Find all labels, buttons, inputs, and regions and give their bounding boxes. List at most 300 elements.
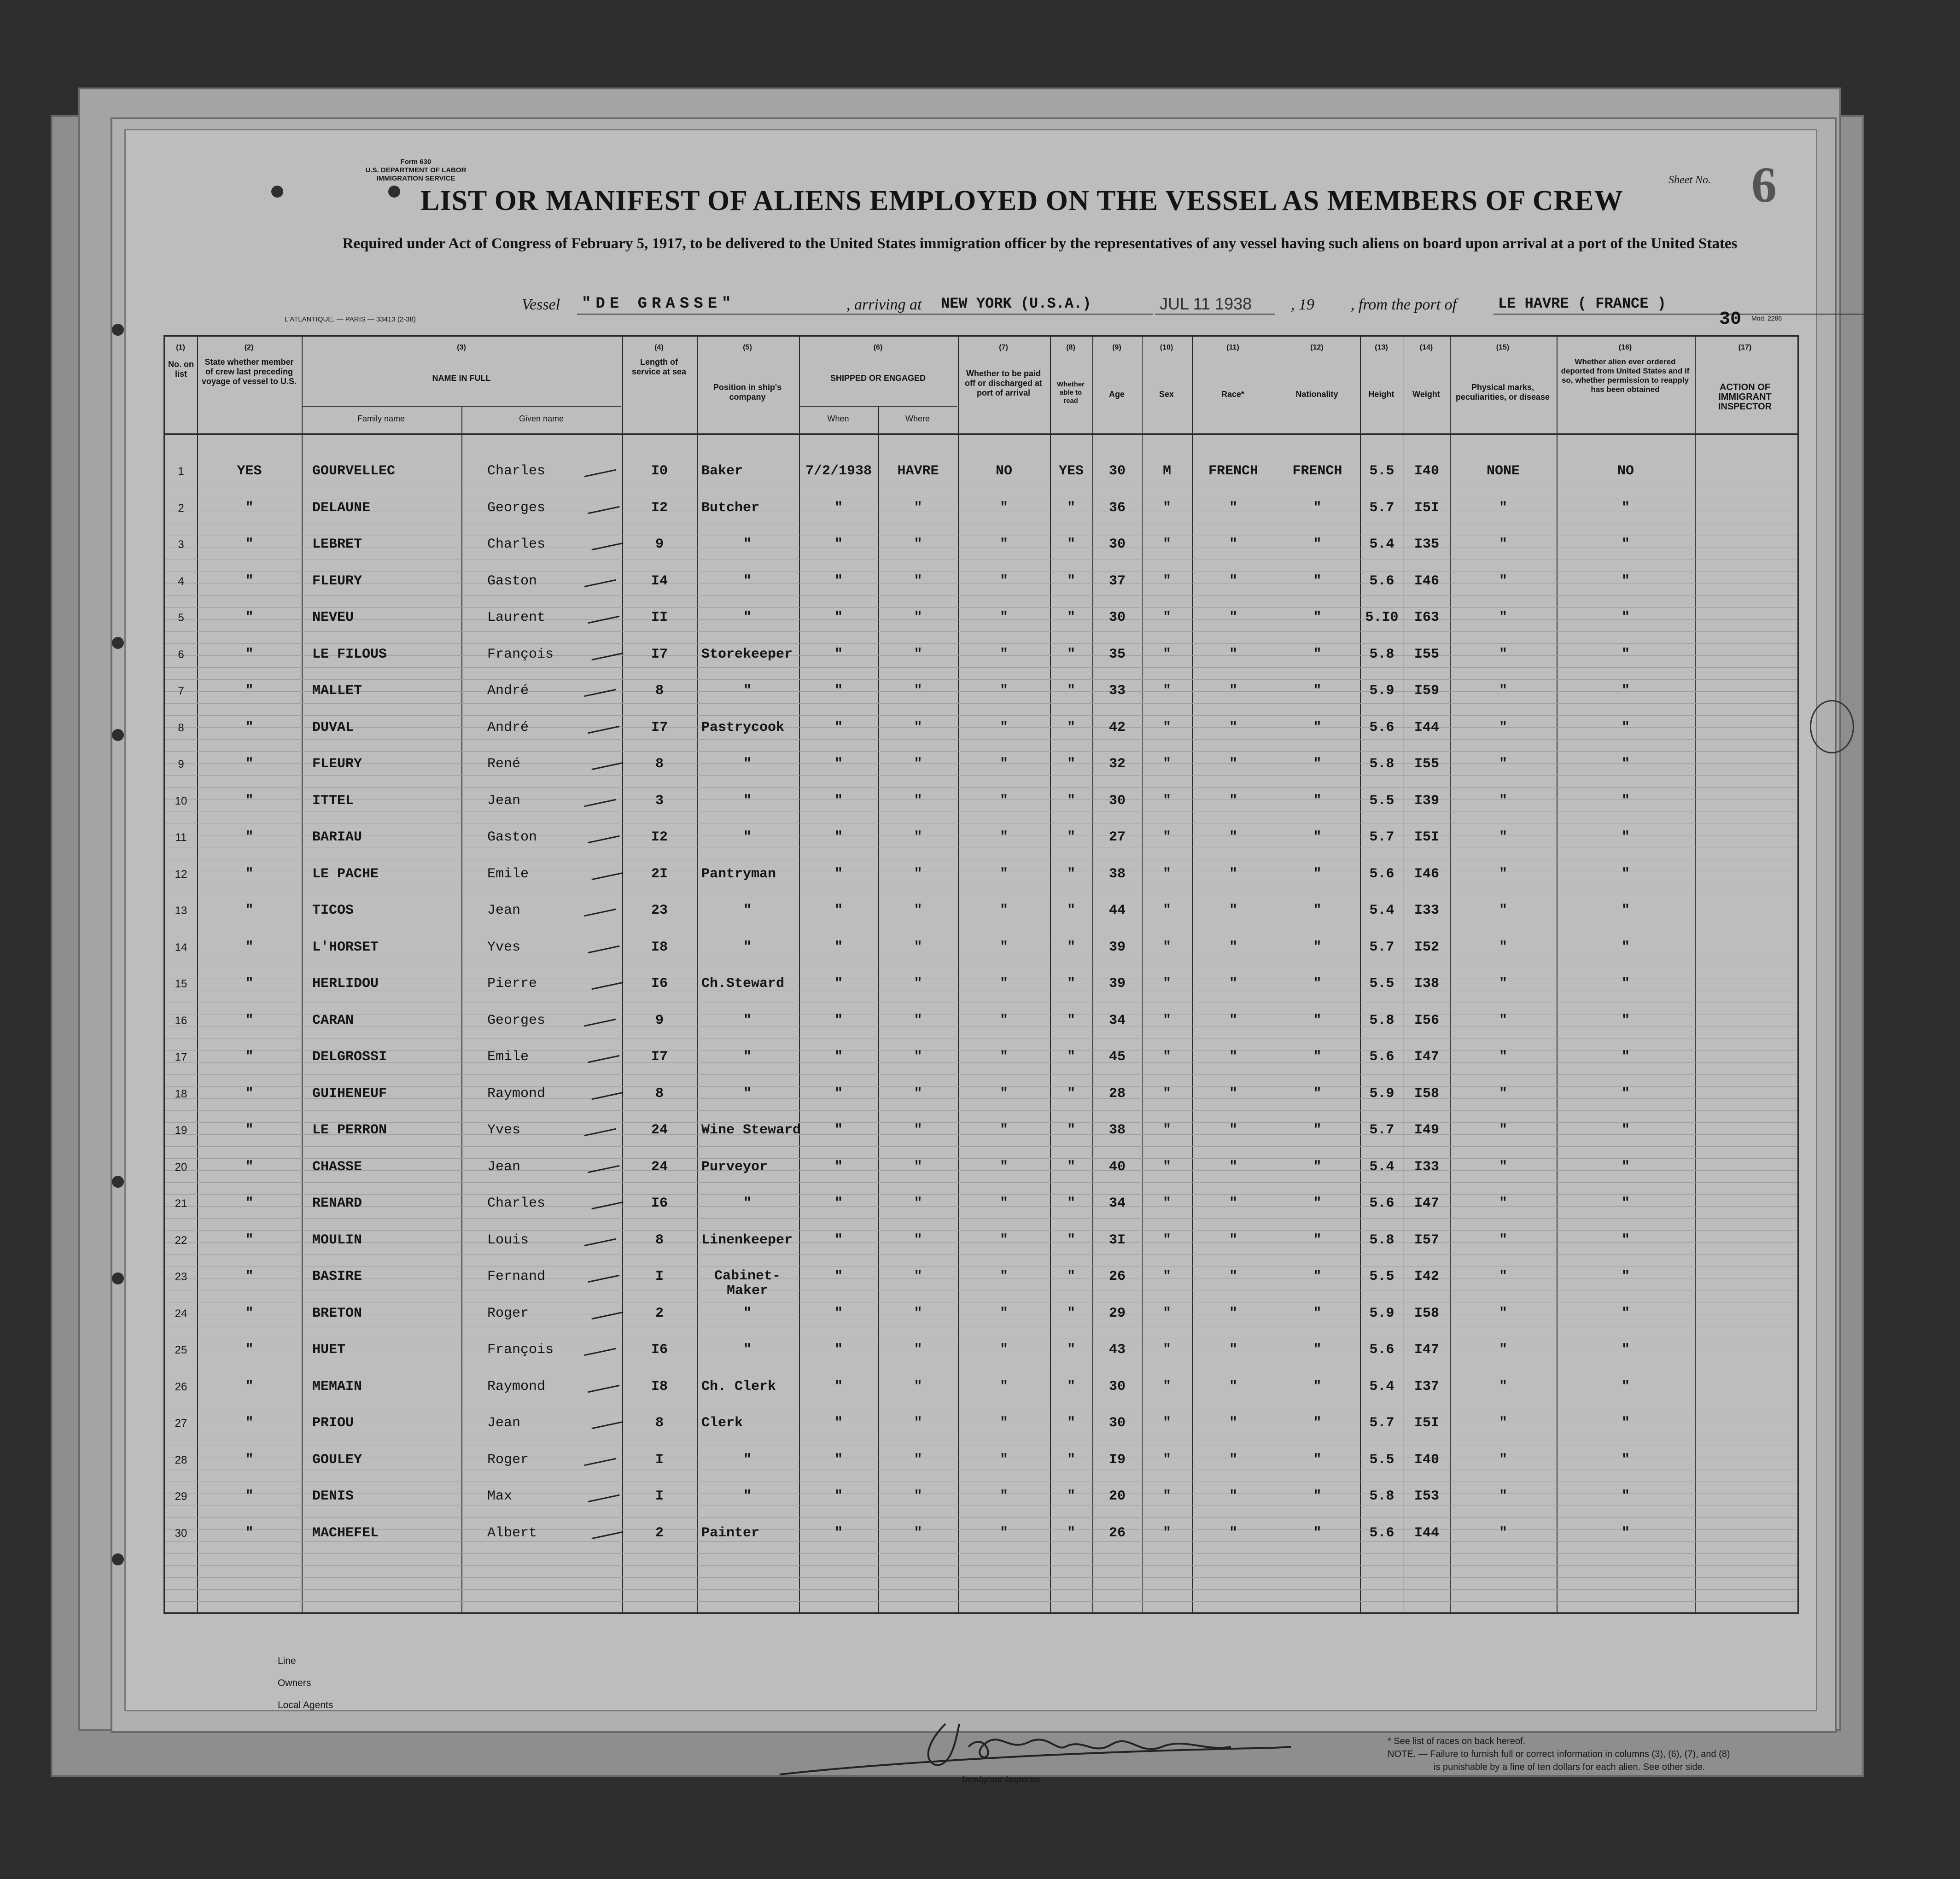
cell-prev: " xyxy=(245,719,254,735)
cell-nationality: " xyxy=(1313,1488,1322,1504)
check-mark xyxy=(584,1458,616,1465)
cell-nationality: " xyxy=(1313,903,1322,918)
cell-race: " xyxy=(1229,1342,1237,1358)
cell-read: " xyxy=(1067,793,1075,809)
cell-family: HUET xyxy=(312,1342,346,1358)
cell-height: 5.5 xyxy=(1369,1269,1394,1284)
cell-where: " xyxy=(914,1378,922,1395)
cell-weight: I44 xyxy=(1414,719,1439,735)
cell-nationality: " xyxy=(1313,1012,1322,1028)
document-subtitle: Required under Act of Congress of February 5, 1917, to be delivered to the United States immigration officer by the representatives of any vessel having such aliens on board upon arrival at a port of the United States xyxy=(342,235,1738,252)
cell-family: LE PACHE xyxy=(312,866,379,882)
cell-nationality: " xyxy=(1313,573,1322,589)
cell-no: 15 xyxy=(175,978,187,990)
cell-prev: " xyxy=(245,793,254,809)
cell-when: " xyxy=(834,1196,843,1211)
cell-position: Clerk xyxy=(701,1415,743,1431)
cell-read: " xyxy=(1067,1159,1075,1175)
cell-family: LEBRET xyxy=(312,537,362,552)
col-10-header: Sex xyxy=(1159,390,1174,399)
cell-height: 5.6 xyxy=(1369,1196,1394,1211)
cell-family: LE PERRON xyxy=(312,1122,387,1138)
check-mark xyxy=(591,1311,623,1319)
cell-deported: " xyxy=(1621,1342,1630,1358)
cell-weight: I39 xyxy=(1414,793,1439,809)
cell-nationality: " xyxy=(1313,1525,1322,1541)
cell-weight: I53 xyxy=(1414,1488,1439,1504)
cell-prev: " xyxy=(245,829,254,845)
cell-age: 36 xyxy=(1108,500,1126,516)
cell-marks: " xyxy=(1499,1232,1507,1248)
cell-height: 5.4 xyxy=(1369,1378,1394,1395)
cell-service: 9 xyxy=(655,537,664,552)
cell-when: " xyxy=(834,1305,843,1321)
cell-family: CARAN xyxy=(312,1012,354,1028)
cell-no: 19 xyxy=(175,1124,187,1137)
cell-nationality: " xyxy=(1313,939,1322,955)
cell-nationality: " xyxy=(1313,500,1322,516)
ruled-line xyxy=(165,703,1797,704)
cell-when: " xyxy=(834,1012,843,1028)
cell-height: 5.6 xyxy=(1369,866,1394,882)
cell-sex: " xyxy=(1162,1378,1171,1395)
cell-no: 3 xyxy=(178,538,184,551)
cell-weight: I47 xyxy=(1414,1342,1439,1358)
cell-given: Albert xyxy=(487,1525,537,1541)
cell-when: " xyxy=(834,610,843,625)
cell-race: " xyxy=(1229,1452,1237,1468)
cell-service: I4 xyxy=(651,573,668,589)
cell-no: 27 xyxy=(175,1417,187,1430)
cell-nationality: " xyxy=(1313,1305,1322,1321)
cell-sex: " xyxy=(1162,1012,1171,1028)
cell-when: " xyxy=(834,866,843,882)
cell-height: 5.7 xyxy=(1369,500,1394,516)
cell-height: 5.8 xyxy=(1369,1488,1394,1504)
cell-no: 8 xyxy=(178,721,184,734)
cell-marks: " xyxy=(1499,683,1507,699)
cell-service: I2 xyxy=(651,500,668,516)
col-7-header: Whether to be paid off or discharged at port of arrival xyxy=(964,369,1043,397)
cell-marks: " xyxy=(1499,1452,1507,1468)
cell-family: LE FILOUS xyxy=(312,646,387,662)
cell-age: 30 xyxy=(1108,537,1126,552)
cell-no: 18 xyxy=(175,1087,187,1100)
cell-deported: " xyxy=(1621,1049,1630,1065)
cell-height: 5.4 xyxy=(1369,903,1394,918)
cell-nationality: " xyxy=(1313,1232,1322,1248)
cell-prev: " xyxy=(245,1049,254,1065)
cell-race: " xyxy=(1229,1122,1237,1138)
form-number: Form 630 xyxy=(400,158,432,166)
punch-hole xyxy=(112,1553,124,1565)
cell-position: " xyxy=(743,793,752,809)
cell-prev: " xyxy=(245,976,254,992)
column-rule xyxy=(461,406,462,1612)
cell-when: " xyxy=(834,500,843,516)
cell-paid: " xyxy=(999,646,1008,662)
local-agents-label: Local Agents xyxy=(278,1700,333,1710)
cell-weight: I5I xyxy=(1414,500,1439,516)
cell-paid: " xyxy=(999,1415,1008,1431)
cell-deported: " xyxy=(1621,1415,1630,1431)
cell-age: 33 xyxy=(1108,683,1126,699)
cell-race: " xyxy=(1229,1525,1237,1541)
cell-position: Pastrycook xyxy=(701,719,785,735)
cell-age: 43 xyxy=(1108,1342,1126,1358)
column-rule xyxy=(302,337,303,1612)
cell-deported: " xyxy=(1621,1269,1630,1284)
cell-race: " xyxy=(1229,1415,1237,1431)
cell-sex: " xyxy=(1162,1049,1171,1065)
cell-paid: " xyxy=(999,1196,1008,1211)
punch-hole xyxy=(112,324,124,336)
cell-nationality: FRENCH xyxy=(1292,463,1342,479)
cell-no: 20 xyxy=(175,1161,187,1173)
immigrant-inspector-label: Immigrant Inspector xyxy=(962,1774,1042,1785)
cell-marks: " xyxy=(1499,756,1507,772)
cell-paid: " xyxy=(999,1342,1008,1358)
cell-height: 5.5 xyxy=(1369,976,1394,992)
cell-sex: " xyxy=(1162,1488,1171,1504)
cell-paid: " xyxy=(999,756,1008,772)
check-mark xyxy=(588,1055,619,1063)
cell-position: " xyxy=(743,537,752,552)
cell-race: " xyxy=(1229,719,1237,735)
cell-position: Baker xyxy=(701,463,743,479)
cell-no: 13 xyxy=(175,904,187,917)
cell-paid: " xyxy=(999,793,1008,809)
cell-position: Cabinet-Maker xyxy=(714,1268,781,1299)
cell-service: I6 xyxy=(651,976,668,992)
cell-service: I7 xyxy=(651,646,668,662)
cell-deported: " xyxy=(1621,1452,1630,1468)
cell-race: " xyxy=(1229,756,1237,772)
cell-race: " xyxy=(1229,793,1237,809)
cell-deported: " xyxy=(1621,1488,1630,1504)
cell-no: 14 xyxy=(175,941,187,954)
cell-position: Storekeeper xyxy=(701,646,793,662)
ruled-line xyxy=(165,1074,1797,1075)
cell-when: " xyxy=(834,1269,843,1284)
cell-read: " xyxy=(1067,537,1075,552)
cell-race: " xyxy=(1229,1378,1237,1395)
cell-paid: " xyxy=(999,1085,1008,1102)
line-label: Line xyxy=(278,1656,296,1666)
cell-position: " xyxy=(743,573,752,589)
cell-family: DENIS xyxy=(312,1488,354,1504)
punch-hole xyxy=(271,186,283,198)
cell-prev: " xyxy=(245,1415,254,1431)
ruled-line xyxy=(165,1194,1797,1195)
cell-deported: " xyxy=(1621,976,1630,992)
cell-given: Pierre xyxy=(487,976,537,992)
cell-where: " xyxy=(914,1232,922,1248)
cell-age: 34 xyxy=(1108,1196,1126,1211)
cell-sex: " xyxy=(1162,1159,1171,1175)
cell-marks: " xyxy=(1499,573,1507,589)
cell-marks: " xyxy=(1499,1269,1507,1284)
col-2-header: State whether member of crew last preceding voyage of vessel to U.S. xyxy=(201,357,297,386)
col-15-number: (15) xyxy=(1496,344,1510,351)
cell-height: 5.8 xyxy=(1369,756,1394,772)
cell-age: 32 xyxy=(1108,756,1126,772)
cell-family: MEMAIN xyxy=(312,1378,362,1395)
col-4-header: Length of service at sea xyxy=(631,357,687,376)
ruled-line xyxy=(165,1218,1797,1219)
cell-no: 2 xyxy=(178,502,184,514)
cell-age: 45 xyxy=(1108,1049,1126,1065)
cell-height: 5.8 xyxy=(1369,1012,1394,1028)
cell-prev: " xyxy=(245,1269,254,1284)
cell-height: 5.7 xyxy=(1369,939,1394,955)
column-rule xyxy=(697,337,698,1612)
check-mark xyxy=(591,543,623,550)
cell-where: " xyxy=(914,1525,922,1541)
cell-age: 3I xyxy=(1108,1232,1126,1248)
cell-age: 44 xyxy=(1108,903,1126,918)
cell-service: I xyxy=(655,1452,664,1468)
cell-where: " xyxy=(914,1085,922,1102)
cell-prev: " xyxy=(245,537,254,552)
punch-hole xyxy=(112,729,124,741)
cell-given: Laurent xyxy=(487,610,546,625)
cell-no: 25 xyxy=(175,1344,187,1356)
sheet-number-label: Sheet No. xyxy=(1668,174,1711,186)
cell-where: " xyxy=(914,500,922,516)
cell-paid: " xyxy=(999,1049,1008,1065)
cell-weight: I42 xyxy=(1414,1269,1439,1284)
cell-prev: " xyxy=(245,1196,254,1211)
cell-prev: " xyxy=(245,866,254,882)
cell-where: " xyxy=(914,1012,922,1028)
cell-when: " xyxy=(834,1049,843,1065)
cell-sex: " xyxy=(1162,1232,1171,1248)
cell-sex: " xyxy=(1162,829,1171,845)
cell-given: Yves xyxy=(487,939,521,955)
cell-deported: " xyxy=(1621,756,1630,772)
cell-no: 5 xyxy=(178,612,184,624)
cell-height: 5.5 xyxy=(1369,793,1394,809)
cell-prev: " xyxy=(245,500,254,516)
cell-position: Pantryman xyxy=(701,866,776,882)
cell-race: " xyxy=(1229,537,1237,552)
cell-where: " xyxy=(914,1196,922,1211)
cell-no: 29 xyxy=(175,1490,187,1503)
cell-nationality: " xyxy=(1313,1415,1322,1431)
cell-where: " xyxy=(914,793,922,809)
cell-where: " xyxy=(914,719,922,735)
cell-nationality: " xyxy=(1313,610,1322,625)
cell-read: " xyxy=(1067,1342,1075,1358)
cell-where: " xyxy=(914,1488,922,1504)
cell-marks: " xyxy=(1499,610,1507,625)
cell-race: " xyxy=(1229,866,1237,882)
cell-deported: " xyxy=(1621,537,1630,552)
cell-when: " xyxy=(834,537,843,552)
cell-height: 5.9 xyxy=(1369,683,1394,699)
cell-height: 5.I0 xyxy=(1365,610,1399,625)
ruled-line xyxy=(165,739,1797,740)
cell-weight: I59 xyxy=(1414,683,1439,699)
cell-nationality: " xyxy=(1313,646,1322,662)
cell-given: Raymond xyxy=(487,1085,546,1102)
cell-height: 5.6 xyxy=(1369,573,1394,589)
ruled-line xyxy=(165,607,1797,608)
cell-read: " xyxy=(1067,1196,1075,1211)
cell-age: 40 xyxy=(1108,1159,1126,1175)
ruled-line xyxy=(165,1182,1797,1183)
cell-height: 5.8 xyxy=(1369,646,1394,662)
check-mark xyxy=(588,1494,619,1502)
cell-race: " xyxy=(1229,1012,1237,1028)
cell-age: 30 xyxy=(1108,610,1126,625)
cell-prev: " xyxy=(245,1342,254,1358)
cell-nationality: " xyxy=(1313,1452,1322,1468)
cell-nationality: " xyxy=(1313,1378,1322,1395)
ruled-line xyxy=(165,1146,1797,1147)
cell-height: 5.6 xyxy=(1369,1342,1394,1358)
cell-given: François xyxy=(487,1342,554,1358)
cell-weight: I44 xyxy=(1414,1525,1439,1541)
ruled-line xyxy=(165,1553,1797,1554)
cell-prev: " xyxy=(245,939,254,955)
cell-sex: " xyxy=(1162,500,1171,516)
col-17-number: (17) xyxy=(1738,344,1752,351)
cell-age: 34 xyxy=(1108,1012,1126,1028)
cell-when: " xyxy=(834,829,843,845)
cell-weight: I33 xyxy=(1414,1159,1439,1175)
cell-age: 27 xyxy=(1108,829,1126,845)
cell-weight: I55 xyxy=(1414,756,1439,772)
cell-family: MACHEFEL xyxy=(312,1525,379,1541)
check-mark xyxy=(591,1421,623,1429)
cell-sex: " xyxy=(1162,683,1171,699)
cell-where: " xyxy=(914,1452,922,1468)
ruled-line xyxy=(165,595,1797,596)
cell-where: " xyxy=(914,1049,922,1065)
cell-paid: " xyxy=(999,1122,1008,1138)
cell-no: 6 xyxy=(178,648,184,661)
cell-prev: " xyxy=(245,1525,254,1541)
cell-given: Max xyxy=(487,1488,513,1504)
form-info xyxy=(301,158,531,183)
cell-marks: " xyxy=(1499,1342,1507,1358)
cell-height: 5.7 xyxy=(1369,1415,1394,1431)
cell-sex: " xyxy=(1162,1342,1171,1358)
cell-given: Raymond xyxy=(487,1378,546,1395)
header-rule xyxy=(165,433,1797,435)
col-8-header: Whether able to read xyxy=(1057,380,1085,405)
ruled-line xyxy=(165,787,1797,788)
cell-marks: " xyxy=(1499,1085,1507,1102)
cell-height: 5.7 xyxy=(1369,1122,1394,1138)
cell-deported: " xyxy=(1621,1085,1630,1102)
cell-read: " xyxy=(1067,976,1075,992)
cell-deported: NO xyxy=(1617,463,1634,479)
cell-service: I8 xyxy=(651,939,668,955)
cell-position: " xyxy=(743,683,752,699)
cell-age: 30 xyxy=(1108,463,1126,479)
cell-nationality: " xyxy=(1313,1159,1322,1175)
punch-hole xyxy=(112,1272,124,1284)
cell-given: Jean xyxy=(487,1159,521,1175)
document-title: LIST OR MANIFEST OF ALIENS EMPLOYED ON THE VESSEL AS MEMBERS OF CREW xyxy=(420,185,1623,216)
cell-height: 5.4 xyxy=(1369,537,1394,552)
col-11-number: (11) xyxy=(1226,344,1239,351)
races-note: * See list of races on back hereof. xyxy=(1388,1736,1526,1746)
check-mark xyxy=(591,872,623,880)
cell-race: " xyxy=(1229,1049,1237,1065)
cell-height: 5.4 xyxy=(1369,1159,1394,1175)
cell-age: 29 xyxy=(1108,1305,1126,1321)
cell-race: " xyxy=(1229,1232,1237,1248)
cell-read: " xyxy=(1067,1049,1075,1065)
year-label: , 19 xyxy=(1291,296,1314,313)
cell-prev: " xyxy=(245,1378,254,1395)
cell-family: GOURVELLEC xyxy=(312,463,396,479)
cell-nationality: " xyxy=(1313,537,1322,552)
cell-where: " xyxy=(914,1159,922,1175)
cell-position: " xyxy=(743,1488,752,1504)
ruled-line xyxy=(165,643,1797,644)
cell-service: 8 xyxy=(655,1085,664,1102)
cell-position: " xyxy=(743,1196,752,1211)
cell-age: 37 xyxy=(1108,573,1126,589)
cell-race: " xyxy=(1229,1196,1237,1211)
cell-no: 1 xyxy=(178,465,184,478)
cell-given: Charles xyxy=(487,1196,546,1211)
cell-marks: " xyxy=(1499,866,1507,882)
check-mark xyxy=(584,799,616,806)
cell-paid: " xyxy=(999,1452,1008,1468)
cell-weight: I5I xyxy=(1414,1415,1439,1431)
cell-race: " xyxy=(1229,500,1237,516)
cell-family: BARIAU xyxy=(312,829,362,845)
cell-read: " xyxy=(1067,573,1075,589)
cell-paid: " xyxy=(999,976,1008,992)
printer-imprint: L'ATLANTIQUE. — PARIS — 33413 (2-38) xyxy=(285,315,416,323)
cell-given: Emile xyxy=(487,866,529,882)
cell-weight: I56 xyxy=(1414,1012,1439,1028)
cell-prev: YES xyxy=(237,463,262,479)
check-mark xyxy=(588,835,619,843)
cell-age: 38 xyxy=(1108,1122,1126,1138)
cell-nationality: " xyxy=(1313,976,1322,992)
cell-position: " xyxy=(743,1342,752,1358)
cell-when: " xyxy=(834,1122,843,1138)
cell-nationality: " xyxy=(1313,1342,1322,1358)
cell-given: Georges xyxy=(487,500,546,516)
note-text-2: is punishable by a fine of ten dollars for each alien. See other side. xyxy=(1434,1762,1705,1772)
cell-deported: " xyxy=(1621,903,1630,918)
cell-when: " xyxy=(834,976,843,992)
cell-when: " xyxy=(834,1232,843,1248)
cell-weight: I33 xyxy=(1414,903,1439,918)
cell-prev: " xyxy=(245,1122,254,1138)
check-mark xyxy=(584,1348,616,1356)
cell-read: " xyxy=(1067,1488,1075,1504)
cell-nationality: " xyxy=(1313,829,1322,845)
cell-marks: " xyxy=(1499,500,1507,516)
note-label: NOTE. — xyxy=(1388,1749,1428,1759)
cell-no: 12 xyxy=(175,868,187,881)
cell-family: NEVEU xyxy=(312,610,354,625)
date-stamp: JUL 11 1938 xyxy=(1160,294,1252,313)
check-mark xyxy=(588,725,619,733)
cell-read: " xyxy=(1067,1378,1075,1395)
cell-paid: " xyxy=(999,903,1008,918)
